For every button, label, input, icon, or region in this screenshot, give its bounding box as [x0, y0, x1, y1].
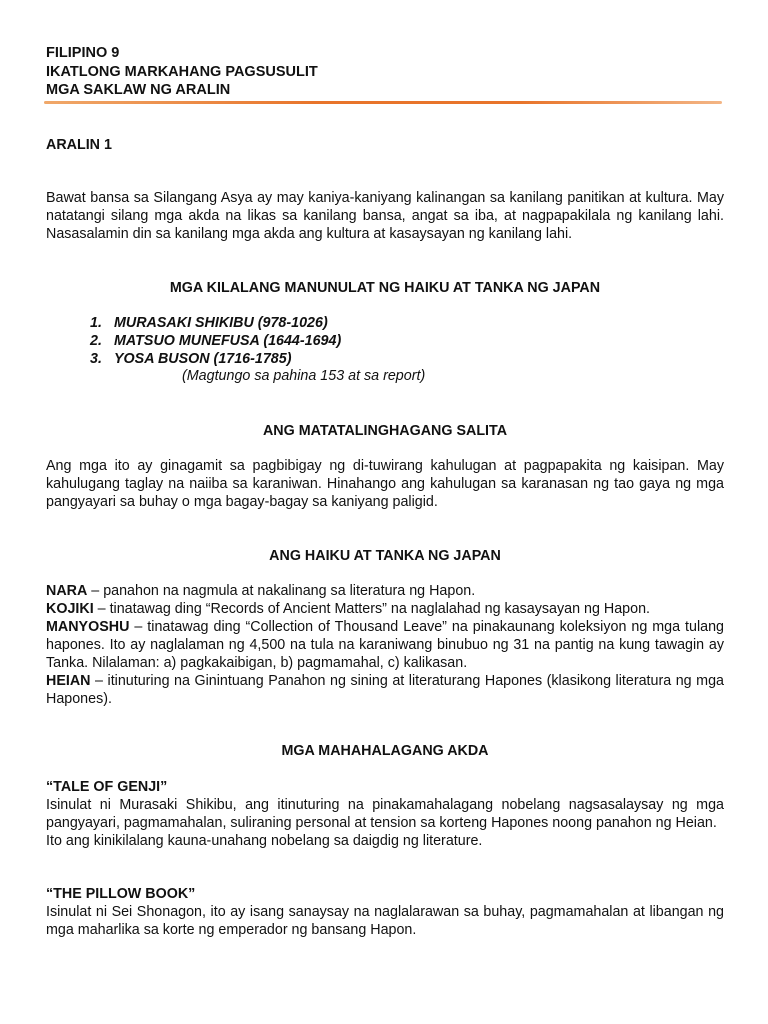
writer-name: MATSUO MUNEFUSA (1644-1694)	[114, 333, 342, 349]
scope-title: MGA SAKLAW NG ARALIN	[46, 82, 231, 98]
exam-title: IKATLONG MARKAHANG PAGSUSULIT	[46, 63, 318, 80]
genji-title: “TALE OF GENJI”	[46, 779, 168, 795]
definition-manyoshu: MANYOSHU – tinatawag ding “Collection of Thousand Leave” na pinakaunang koleksiyon ng mga tulang hapones. Ito ay naglalaman ng 4,500 na tula na karaniwang binubuo ng 31 na pantig na kung tawagin ay Tanka. Nilalaman: a) pagkakaibigan, b) pagmamahal, c) kalikasan.	[46, 619, 724, 671]
writers-list	[90, 314, 341, 368]
list-item: 2. MATSUO MUNEFUSA (1644-1694)	[90, 333, 342, 349]
genji-note: Ito ang kinikilalang kauna-unahang nobelang sa daigdig ng literature.	[46, 833, 483, 849]
pillow-book-description: Isinulat ni Sei Shonagon, ito ay isang sanaysay na naglalarawan sa buhay, pagmamahalan at libangan ng mga maharlika sa korte ng emperador ng bansang Hapon.	[46, 904, 724, 938]
haiku-tanka-heading: ANG HAIKU AT TANKA NG JAPAN	[269, 548, 501, 564]
list-item: 3. YOSA BUSON (1716-1785)	[90, 351, 292, 367]
intro-paragraph: Bawat bansa sa Silangang Asya ay may kaniya-kaniyang kalinangan sa kanilang panitikan at kultura. May natatangi silang mga akda na likas sa kanilang bansa, angat sa iba, at nagpapakilala ng kanilang lahi. Nasasalamin din sa kanilang mga akda ang kultura at kasaysayan ng kanilang lahi.	[46, 190, 724, 242]
pillow-book-section	[46, 885, 724, 939]
lesson-label: ARALIN 1	[46, 137, 112, 153]
writer-name: YOSA BUSON (1716-1785)	[114, 351, 292, 367]
matalinghaga-heading: ANG MATATALINGHAGANG SALITA	[262, 423, 508, 439]
matalinghaga-paragraph: Ang mga ito ay ginagamit sa pagbibigay ng di-tuwirang kahulugan at pagpapakita ng kaisipan. May kahulugang taglay na naiiba sa karaniwan. Hinahango ang kahulugan sa karanasan ng tao gaya ng mga pangyayari sa buhay o mga bagay-bagay sa kaniyang paligid.	[46, 458, 724, 510]
subject-title: FILIPINO 9	[46, 45, 120, 61]
page-reference-note: (Magtungo sa pahina 153 at sa report)	[182, 368, 426, 384]
definition-heian: HEIAN – itinuturing na Ginintuang Panahon ng sining at literaturang Hapones (klasikong literatura ng mga Hapones).	[46, 673, 724, 707]
haiku-tanka-definitions	[46, 582, 724, 708]
definition-nara: NARA – panahon na nagmula at nakalinang sa literatura ng Hapon.	[46, 583, 476, 599]
list-item: 1. MURASAKI SHIKIBU (978-1026)	[90, 315, 328, 331]
genji-section	[46, 778, 724, 850]
akda-heading: MGA MAHAHALAGANG AKDA	[281, 743, 489, 759]
genji-description: Isinulat ni Murasaki Shikibu, ang itinuturing na pinakamahalagang nobelang nagsasalaysay ng mga pangyayari, pagmamahalan, suliraning personal at tension sa korteng Hapones noong panahon ng Heian.	[46, 797, 724, 831]
pillow-book-title: “THE PILLOW BOOK”	[46, 886, 196, 902]
definition-kojiki: KOJIKI – tinatawag ding “Records of Ancient Matters” na naglalahad ng kasaysayan ng Hapon.	[46, 601, 651, 617]
writers-heading: MGA KILALANG MANUNULAT NG HAIKU AT TANKA NG JAPAN	[169, 280, 601, 296]
header-divider	[44, 101, 722, 104]
document-header	[46, 44, 318, 100]
writer-name: MURASAKI SHIKIBU (978-1026)	[114, 315, 328, 331]
